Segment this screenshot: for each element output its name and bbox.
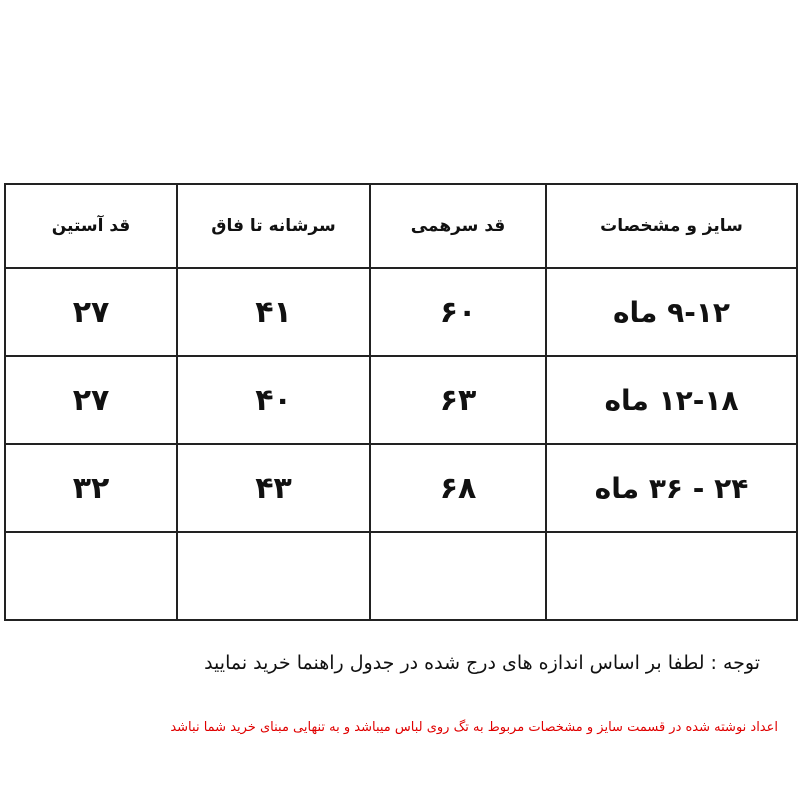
empty-cell (5, 532, 177, 620)
table-row (5, 268, 797, 356)
empty-cell (177, 532, 370, 620)
cell-sleeve: ۳۲ (5, 444, 177, 532)
header-sleeve: قد آستین (5, 184, 177, 268)
header-shoulder: سرشانه تا فاق (177, 184, 370, 268)
table-empty-row (5, 532, 797, 620)
cell-sleeve: ۲۷ (5, 268, 177, 356)
cell-shoulder: ۴۰ (177, 356, 370, 444)
cell-length: ۶۸ (370, 444, 546, 532)
cell-sleeve: ۲۷ (5, 356, 177, 444)
cell-length: ۶۳ (370, 356, 546, 444)
empty-cell (546, 532, 797, 620)
size-chart-table (4, 183, 798, 621)
table-row (5, 444, 797, 532)
table-row (5, 356, 797, 444)
cell-size: ۲۴ - ۳۶ ماه (546, 444, 797, 532)
cell-shoulder: ۴۱ (177, 268, 370, 356)
empty-cell (370, 532, 546, 620)
table-header-row (5, 184, 797, 268)
cell-size: ۱۲-۱۸ ماه (546, 356, 797, 444)
header-length: قد سرهمی (370, 184, 546, 268)
cell-size: ۹-۱۲ ماه (546, 268, 797, 356)
header-size: سایز و مشخصات (546, 184, 797, 268)
purchase-note: توجه : لطفا بر اساس اندازه های درج شده در جدول راهنما خرید نمایید (204, 652, 760, 674)
cell-shoulder: ۴۳ (177, 444, 370, 532)
cell-length: ۶۰ (370, 268, 546, 356)
tag-disclaimer: اعداد نوشته شده در قسمت سایز و مشخصات مربوط به تگ روی لباس میباشد و به تنهایی مبنای خرید شما نباشد (170, 720, 778, 735)
